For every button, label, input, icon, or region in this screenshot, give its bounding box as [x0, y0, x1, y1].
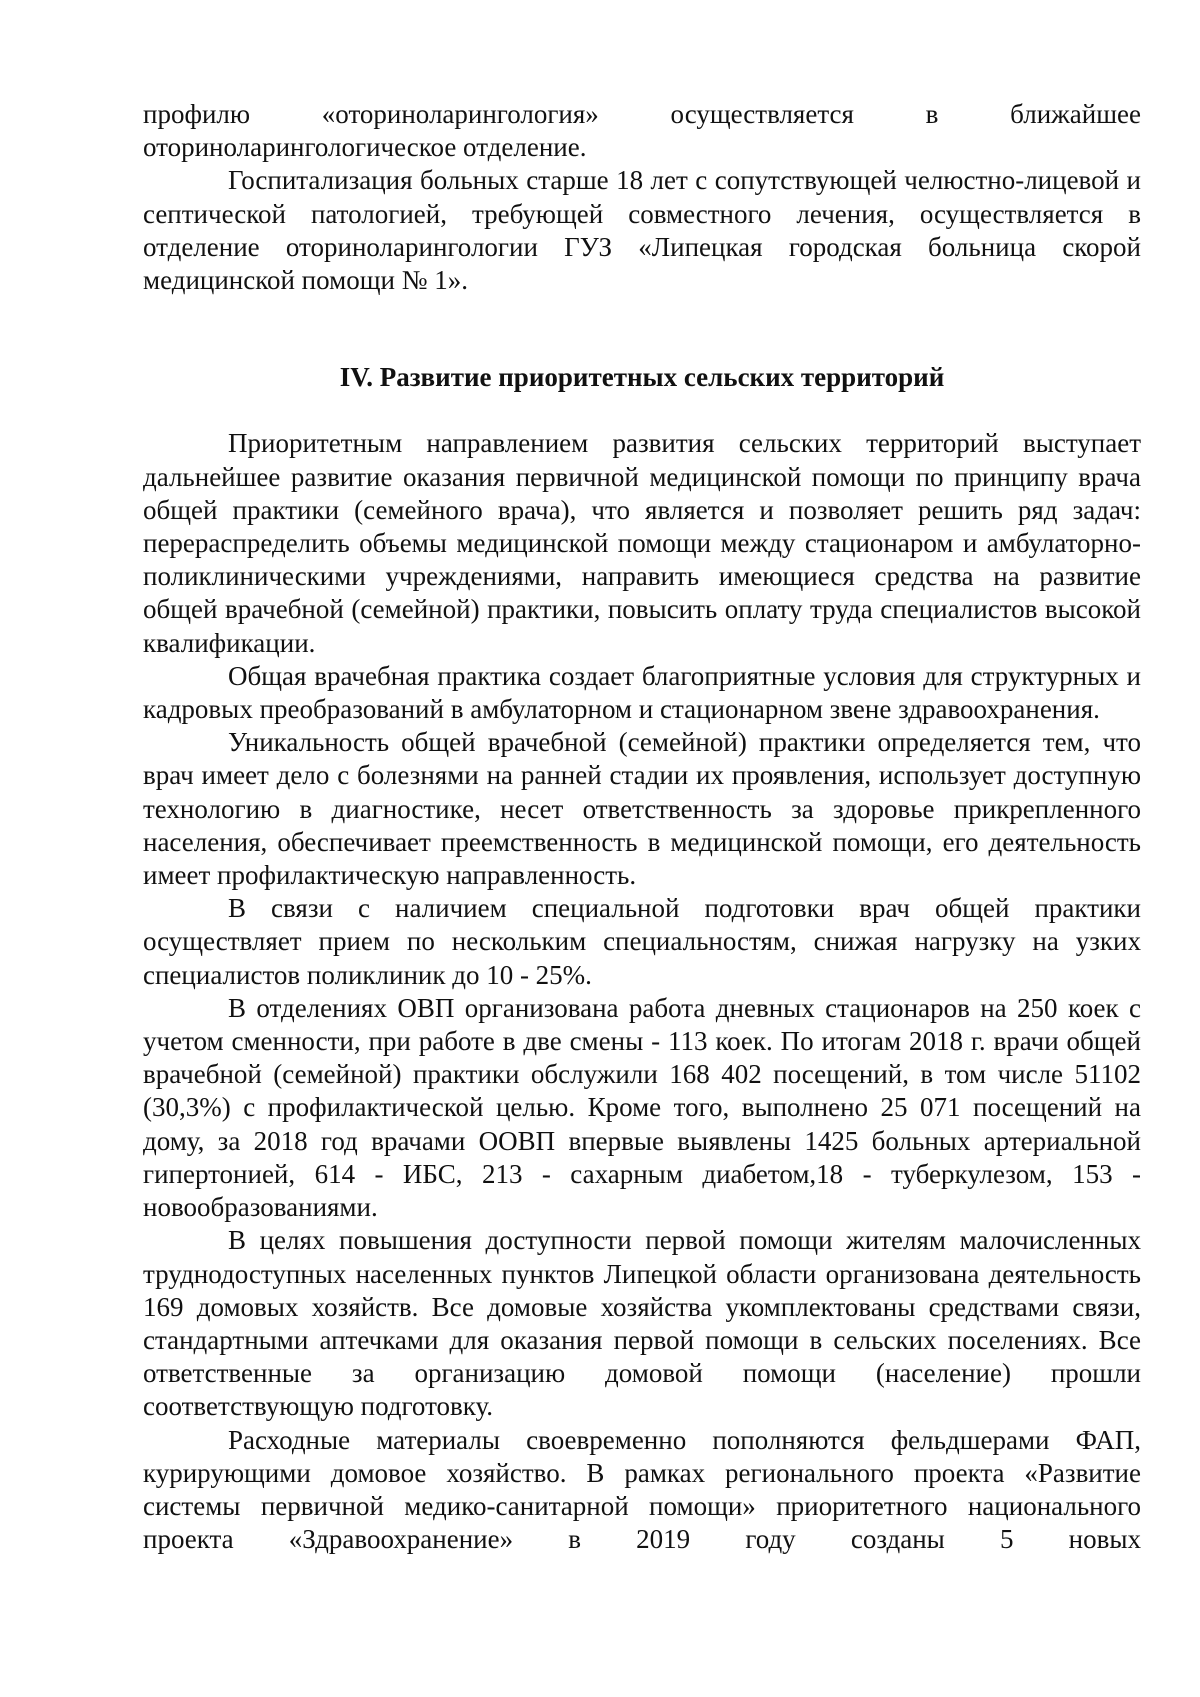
intro-line-1: профилю «оториноларингология» осуществляется в ближайшее	[143, 99, 1141, 129]
paragraph: Приоритетным направлением развития сельских территорий выступает дальнейшее развитие оказания первичной медицинской помощи по принципу врача общей практики (семейного врача), что является и позволяет решить ряд задач: перераспределить объемы медицинской помощи между стационаром и амбулаторно-поликлиническими учреждениями, направить имеющиеся средства на развитие общей врачебной (семейной) практики, повысить оплату труда специалистов высокой квалификации.	[143, 428, 1141, 658]
paragraph: Общая врачебная практика создает благоприятные условия для структурных и кадровых преобразований в амбулаторном и стационарном звене здравоохранения.	[143, 660, 1141, 725]
paragraph: В связи с наличием специальной подготовки врач общей практики осуществляет прием по нескольким специальностям, снижая нагрузку на узких специалистов поликлиник до 10 - 25%.	[143, 893, 1141, 990]
intro-line-2: оториноларингологическое отделение.	[143, 132, 587, 163]
document-body	[143, 98, 1141, 1556]
paragraph: В отделениях ОВП организована работа дневных стационаров на 250 коек с учетом сменности, при работе в две смены - 113 коек. По итогам 2018 г. врачи общей врачебной (семейной) практики обслужили 168 402 посещений, в том числе 51102 (30,3%) с профилактической целью. Кроме того, выполнено 25 071 посещений на дому, за 2018 год врачами ООВП впервые выявлены 1425 больных артериальной гипертонией, 614 - ИБС, 213 - сахарным диабетом,18 - туберкулезом, 153 - новообразованиями.	[143, 992, 1141, 1223]
paragraph-hospitalization: Госпитализация больных старше 18 лет с сопутствующей челюстно-лицевой и септической патологией, требующей совместного лечения, осуществляется в отделение оториноларингологии ГУЗ «Липецкая городская больница скорой медицинской помощи № 1».	[143, 165, 1141, 296]
paragraph: Уникальность общей врачебной (семейной) практики определяется тем, что врач имеет дело с болезнями на ранней стадии их проявления, использует доступную технологию в диагностике, несет ответственность за здоровье прикрепленного населения, обеспечивает преемственность в медицинской помощи, его деятельность имеет профилактическую направленность.	[143, 727, 1141, 891]
paragraph: В целях повышения доступности первой помощи жителям малочисленных труднодоступных населенных пунктов Липецкой области организована деятельность 169 домовых хозяйств. Все домовые хозяйства укомплектованы средствами связи, стандартными аптечками для оказания первой помощи в сельских поселениях. Все ответственные за организацию домовой помощи (население) прошли соответствующую подготовку.	[143, 1225, 1141, 1422]
paragraph: Расходные материалы своевременно пополняются фельдшерами ФАП, курирующими домовое хозяйство. В рамках регионального проекта «Развитие системы первичной медико-санитарной помощи» приоритетного национального проекта «Здравоохранение» в 2019 году созданы 5 новых	[143, 1424, 1141, 1555]
section-heading: IV. Развитие приоритетных сельских территорий	[339, 362, 945, 393]
